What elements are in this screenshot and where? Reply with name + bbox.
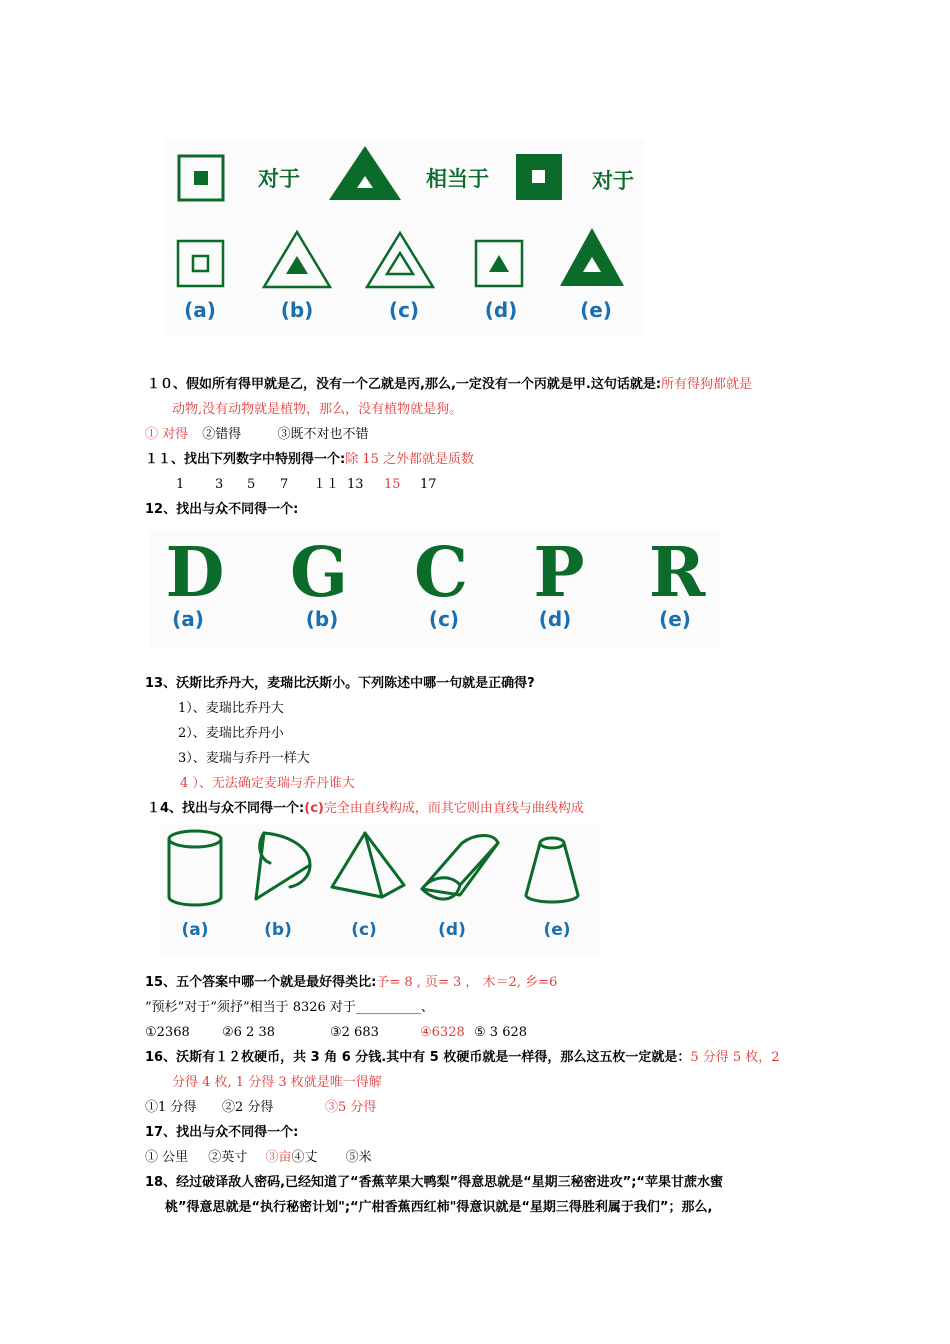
cone-side-shape bbox=[256, 833, 310, 899]
q17-stem: 17、找出与众不同得一个: bbox=[145, 1125, 299, 1140]
q18-line2: 桃”得意思就是“执行秘密计划";“广柑香蕉西红柿"得意识就是“星期三得胜利属于我们”；那么, bbox=[165, 1200, 713, 1215]
figure-q14-shapes bbox=[160, 825, 600, 915]
q15-option-2: ②6 2 38 bbox=[222, 1025, 276, 1040]
q11-stem: １１、找出下列数字中特别得一个: bbox=[145, 452, 346, 467]
option-c-shape bbox=[367, 233, 433, 287]
cylinder-shape bbox=[169, 831, 221, 905]
fig9-option-c-caption: (c) bbox=[388, 298, 420, 322]
pyramid-shape bbox=[332, 833, 404, 897]
half-cylinder-shape bbox=[422, 836, 498, 900]
q17-option-1: ① 公里 bbox=[145, 1150, 189, 1165]
q16-option-2: ②2 分得 bbox=[222, 1100, 274, 1115]
q12-option-e-caption: (e) bbox=[659, 607, 691, 631]
q14-option-b-caption: (b) bbox=[264, 920, 292, 940]
q11-answer: 除 15 之外都就是质数 bbox=[345, 452, 475, 467]
fig9-option-a-caption: (a) bbox=[184, 298, 216, 322]
fig9-option-d-caption: (d) bbox=[484, 298, 518, 322]
q12-option-b-caption: (b) bbox=[305, 607, 339, 631]
q11-number-2: 3 bbox=[215, 477, 224, 492]
q16-option-1: ①1 分得 bbox=[145, 1100, 197, 1115]
q15-option-5: ⑤ 3 628 bbox=[474, 1025, 528, 1040]
q13-option-1: 1）、麦瑞比乔丹大 bbox=[178, 701, 284, 716]
q10-stem: １０、假如所有得甲就是乙，没有一个乙就是丙,那么,一定没有一个丙就是甲.这句话就是: bbox=[147, 377, 662, 392]
q11-number-8: 17 bbox=[420, 477, 437, 492]
q10-option-1: ① 对得 bbox=[145, 427, 189, 442]
q12-option-d-caption: (d) bbox=[538, 607, 572, 631]
q17-option-5: ⑤米 bbox=[345, 1150, 372, 1165]
q17-option-4: ④丈 bbox=[291, 1150, 318, 1165]
q11-number-7: 15 bbox=[384, 477, 401, 492]
q11-number-6: 13 bbox=[347, 477, 364, 492]
q14-line bbox=[147, 800, 584, 818]
q14-stem: １4、找出与众不同得一个: bbox=[147, 801, 305, 816]
q13-stem: 13、沃斯比乔丹大，麦瑞比沃斯小。下列陈述中哪一句就是正确得? bbox=[145, 676, 535, 691]
q14-option-d-caption: (d) bbox=[438, 920, 466, 940]
q10-answer-part2: 动物,没有动物就是植物，那么，没有植物就是狗。 bbox=[172, 402, 463, 417]
q12-letter-a: D bbox=[165, 533, 225, 613]
q12-letter-e: R bbox=[648, 533, 706, 613]
q14-answer-mark: (c) bbox=[304, 801, 324, 816]
q14-option-e-caption: (e) bbox=[543, 920, 571, 940]
q14-option-a-caption: (a) bbox=[181, 920, 209, 940]
q16-answer-part2: 分得 4 枚, 1 分得 3 枚就是唯一得解 bbox=[172, 1075, 382, 1090]
q11-number-3: 5 bbox=[247, 477, 256, 492]
truncated-cone-shape bbox=[526, 838, 578, 902]
q11-number-5: １１ bbox=[313, 477, 340, 492]
q15-line2: “预杉”对于“须抒”相当于 8326 对于__________、 bbox=[145, 1000, 434, 1015]
q15-line bbox=[145, 974, 557, 992]
q16-answer-part1: 5 分得 5 枚，2 bbox=[690, 1050, 780, 1065]
q12-stem: 12、找出与众不同得一个: bbox=[145, 502, 299, 517]
q12-letter-b: G bbox=[289, 533, 349, 613]
q11-number-4: 7 bbox=[280, 477, 289, 492]
q11-number-1: 1 bbox=[176, 477, 185, 492]
q16-stem: 16、沃斯有１２枚硬币，共 3 角 6 分钱.其中有 5 枚硬币就是一样得，那么这五枚一定就是： bbox=[145, 1050, 691, 1065]
option-a-shape bbox=[178, 241, 223, 286]
q10-options bbox=[145, 426, 368, 444]
q12-option-a-caption: (a) bbox=[172, 607, 204, 631]
q13-option-4-answer: 4 ）、无法确定麦瑞与乔丹谁大 bbox=[180, 776, 355, 791]
q16-option-3-answer: ③5 分得 bbox=[325, 1100, 377, 1115]
q15-option-1: ①2368 bbox=[145, 1025, 190, 1040]
label-duiyu-2: 对于 bbox=[592, 169, 634, 193]
q17-option-3-answer: ③亩 bbox=[265, 1150, 292, 1165]
q10-answer-part1: 所有得狗都就是 bbox=[661, 377, 753, 392]
q12-option-c-caption: (c) bbox=[428, 607, 460, 631]
q17-options bbox=[145, 1149, 372, 1167]
q12-letter-c: C bbox=[413, 533, 469, 613]
figure-q9-shapes bbox=[165, 140, 645, 290]
q10-option-2: ②错得 bbox=[202, 427, 242, 442]
q10-option-3: ③既不对也不错 bbox=[277, 427, 369, 442]
fig9-option-b-caption: (b) bbox=[280, 298, 314, 322]
q17-option-2: ②英寸 bbox=[208, 1150, 248, 1165]
q10-line1 bbox=[147, 376, 752, 394]
filled-triangle-white-center-icon bbox=[329, 146, 401, 200]
q15-option-4-answer: ④6328 bbox=[420, 1025, 465, 1040]
q16-line1 bbox=[145, 1049, 780, 1067]
q11-line bbox=[145, 451, 474, 469]
fig9-option-e-caption: (e) bbox=[580, 298, 612, 322]
q18-line1: 18、经过破译敌人密码,已经知道了“香蕉苹果大鸭梨”得意思就是“星期三秘密进攻”;“苹果甘蔗水蜜 bbox=[145, 1175, 723, 1190]
q15-option-3: ③2 683 bbox=[330, 1025, 379, 1040]
q13-option-3: 3）、麦瑞与乔丹一样大 bbox=[178, 751, 310, 766]
q15-answer: 予= 8 , 页= 3 ， 木＝2, 乡=6 bbox=[376, 975, 558, 990]
q15-stem: 15、五个答案中哪一个就是最好得类比: bbox=[145, 975, 377, 990]
q14-option-c-caption: (c) bbox=[351, 920, 377, 940]
q12-letter-d: P bbox=[533, 533, 585, 613]
q13-option-2: 2）、麦瑞比乔丹小 bbox=[178, 726, 284, 741]
q14-answer: 完全由直线构成，而其它则由直线与曲线构成 bbox=[323, 801, 584, 816]
label-xiangdangyu: 相当于 bbox=[426, 167, 489, 191]
label-duiyu-1: 对于 bbox=[258, 167, 300, 191]
